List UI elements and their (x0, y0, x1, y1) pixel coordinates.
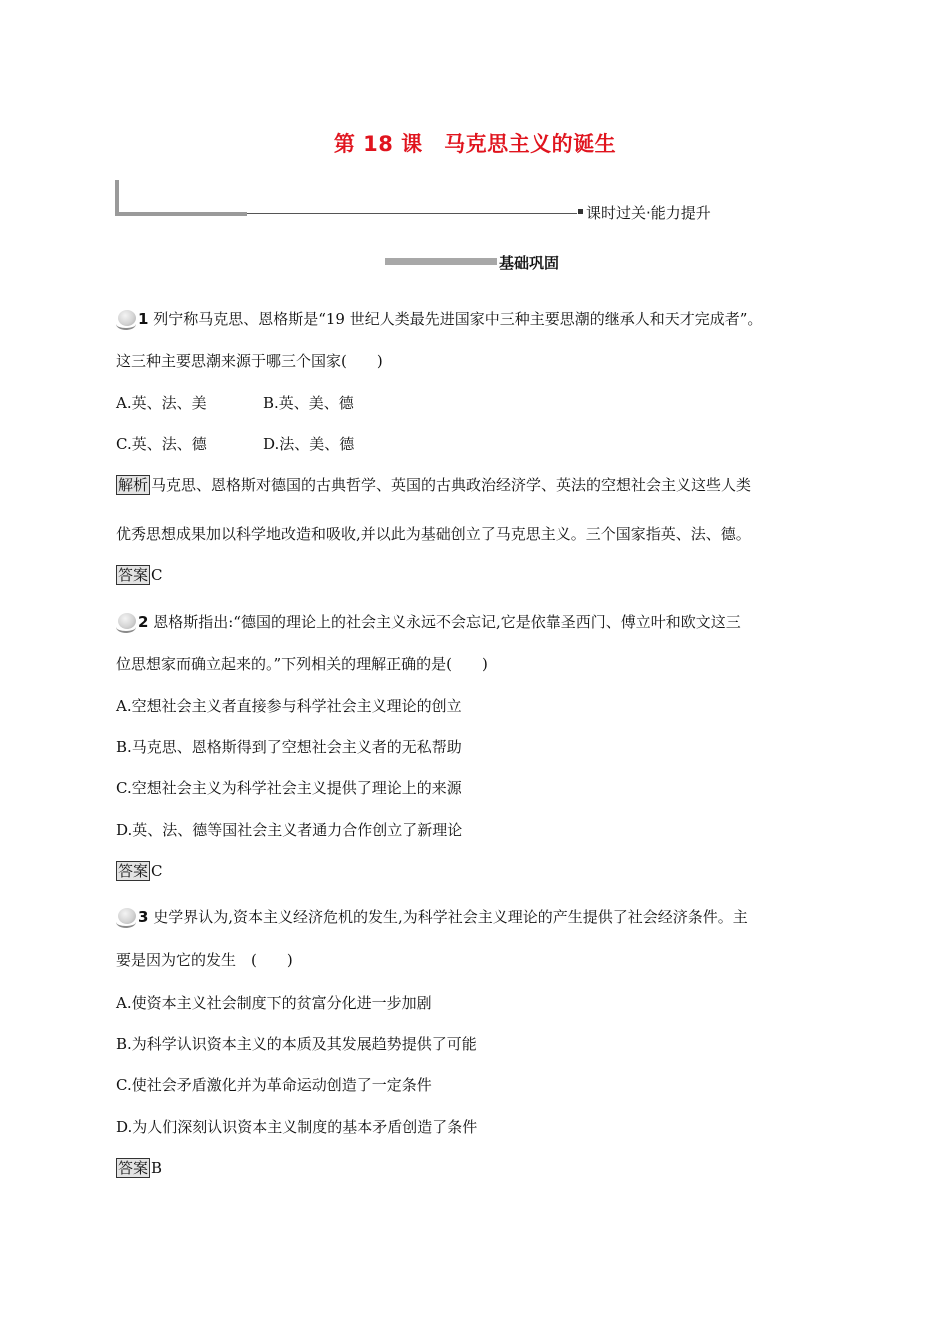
lesson-title: 第 18 课 马克思主义的诞生 (333, 132, 617, 156)
question-icon (116, 908, 138, 924)
question-1-option-d: D.法、美、德 (263, 435, 355, 453)
banner-square-bullet (578, 209, 583, 214)
subsection-bar (385, 258, 497, 265)
question-1-stem-line1: 1 列宁称马克思、恩格斯是“19 世纪人类最先进国家中三种主要思潮的继承人和天才完成者”。 (116, 309, 762, 329)
question-2-option-c: C.空想社会主义为科学社会主义提供了理论上的来源 (116, 779, 462, 797)
question-1-analysis-line1: 解析 马克思、恩格斯对德国的古典哲学、英国的古典政治经济学、英法的空想社会主义这些人类 (118, 476, 752, 494)
answer-tag: 答案 (118, 566, 149, 584)
banner-label: 课时过关·能力提升 (586, 204, 711, 222)
question-2-option-b: B.马克思、恩格斯得到了空想社会主义者的无私帮助 (116, 738, 462, 756)
subsection-label: 基础巩固 (499, 254, 560, 272)
answer-tag: 答案 (118, 1159, 149, 1177)
answer-tag: 答案 (118, 862, 149, 880)
question-3-stem-line1: 3 史学界认为,资本主义经济危机的发生,为科学社会主义理论的产生提供了社会经济条件。主 (116, 907, 748, 927)
question-3-answer: 答案 B (118, 1159, 163, 1177)
question-number: 1 (138, 310, 149, 328)
question-1-option-a: A.英、法、美 (116, 394, 207, 412)
question-1-analysis-line2: 优秀思想成果加以科学地改造和吸收,并以此为基础创立了马克思主义。三个国家指英、法、德。 (116, 525, 751, 543)
banner-vertical-bar (115, 180, 119, 216)
question-2-option-d: D.英、法、德等国社会主义者通力合作创立了新理论 (116, 821, 463, 839)
analysis-tag: 解析 (118, 476, 149, 494)
question-icon (116, 613, 138, 629)
section-banner (115, 180, 711, 222)
question-number: 2 (138, 613, 149, 631)
question-2-stem-line1: 2 恩格斯指出:“德国的理论上的社会主义永远不会忘记,它是依靠圣西门、傅立叶和欧文这三 (116, 612, 741, 632)
question-3-option-a: A.使资本主义社会制度下的贫富分化进一步加剧 (116, 994, 432, 1012)
question-2-option-a: A.空想社会主义者直接参与科学社会主义理论的创立 (116, 697, 462, 715)
question-1-stem-line2: 这三种主要思潮来源于哪三个国家( ) (116, 352, 383, 370)
question-2-stem-line2: 位思想家而确立起来的。”下列相关的理解正确的是( ) (116, 655, 488, 673)
banner-horizontal-bar (115, 212, 247, 216)
question-3-option-d: D.为人们深刻认识资本主义制度的基本矛盾创造了条件 (116, 1118, 478, 1136)
question-3-option-c: C.使社会矛盾激化并为革命运动创造了一定条件 (116, 1076, 432, 1094)
question-3-option-b: B.为科学认识资本主义的本质及其发展趋势提供了可能 (116, 1035, 477, 1053)
question-2-answer: 答案 C (118, 862, 163, 880)
question-1-option-b: B.英、美、德 (263, 394, 354, 412)
question-number: 3 (138, 908, 149, 926)
banner-rule (247, 213, 577, 214)
question-icon (116, 310, 138, 326)
question-1-answer: 答案 C (118, 566, 163, 584)
question-3-stem-line2: 要是因为它的发生 ( ) (116, 951, 293, 969)
question-1-option-c: C.英、法、德 (116, 435, 207, 453)
